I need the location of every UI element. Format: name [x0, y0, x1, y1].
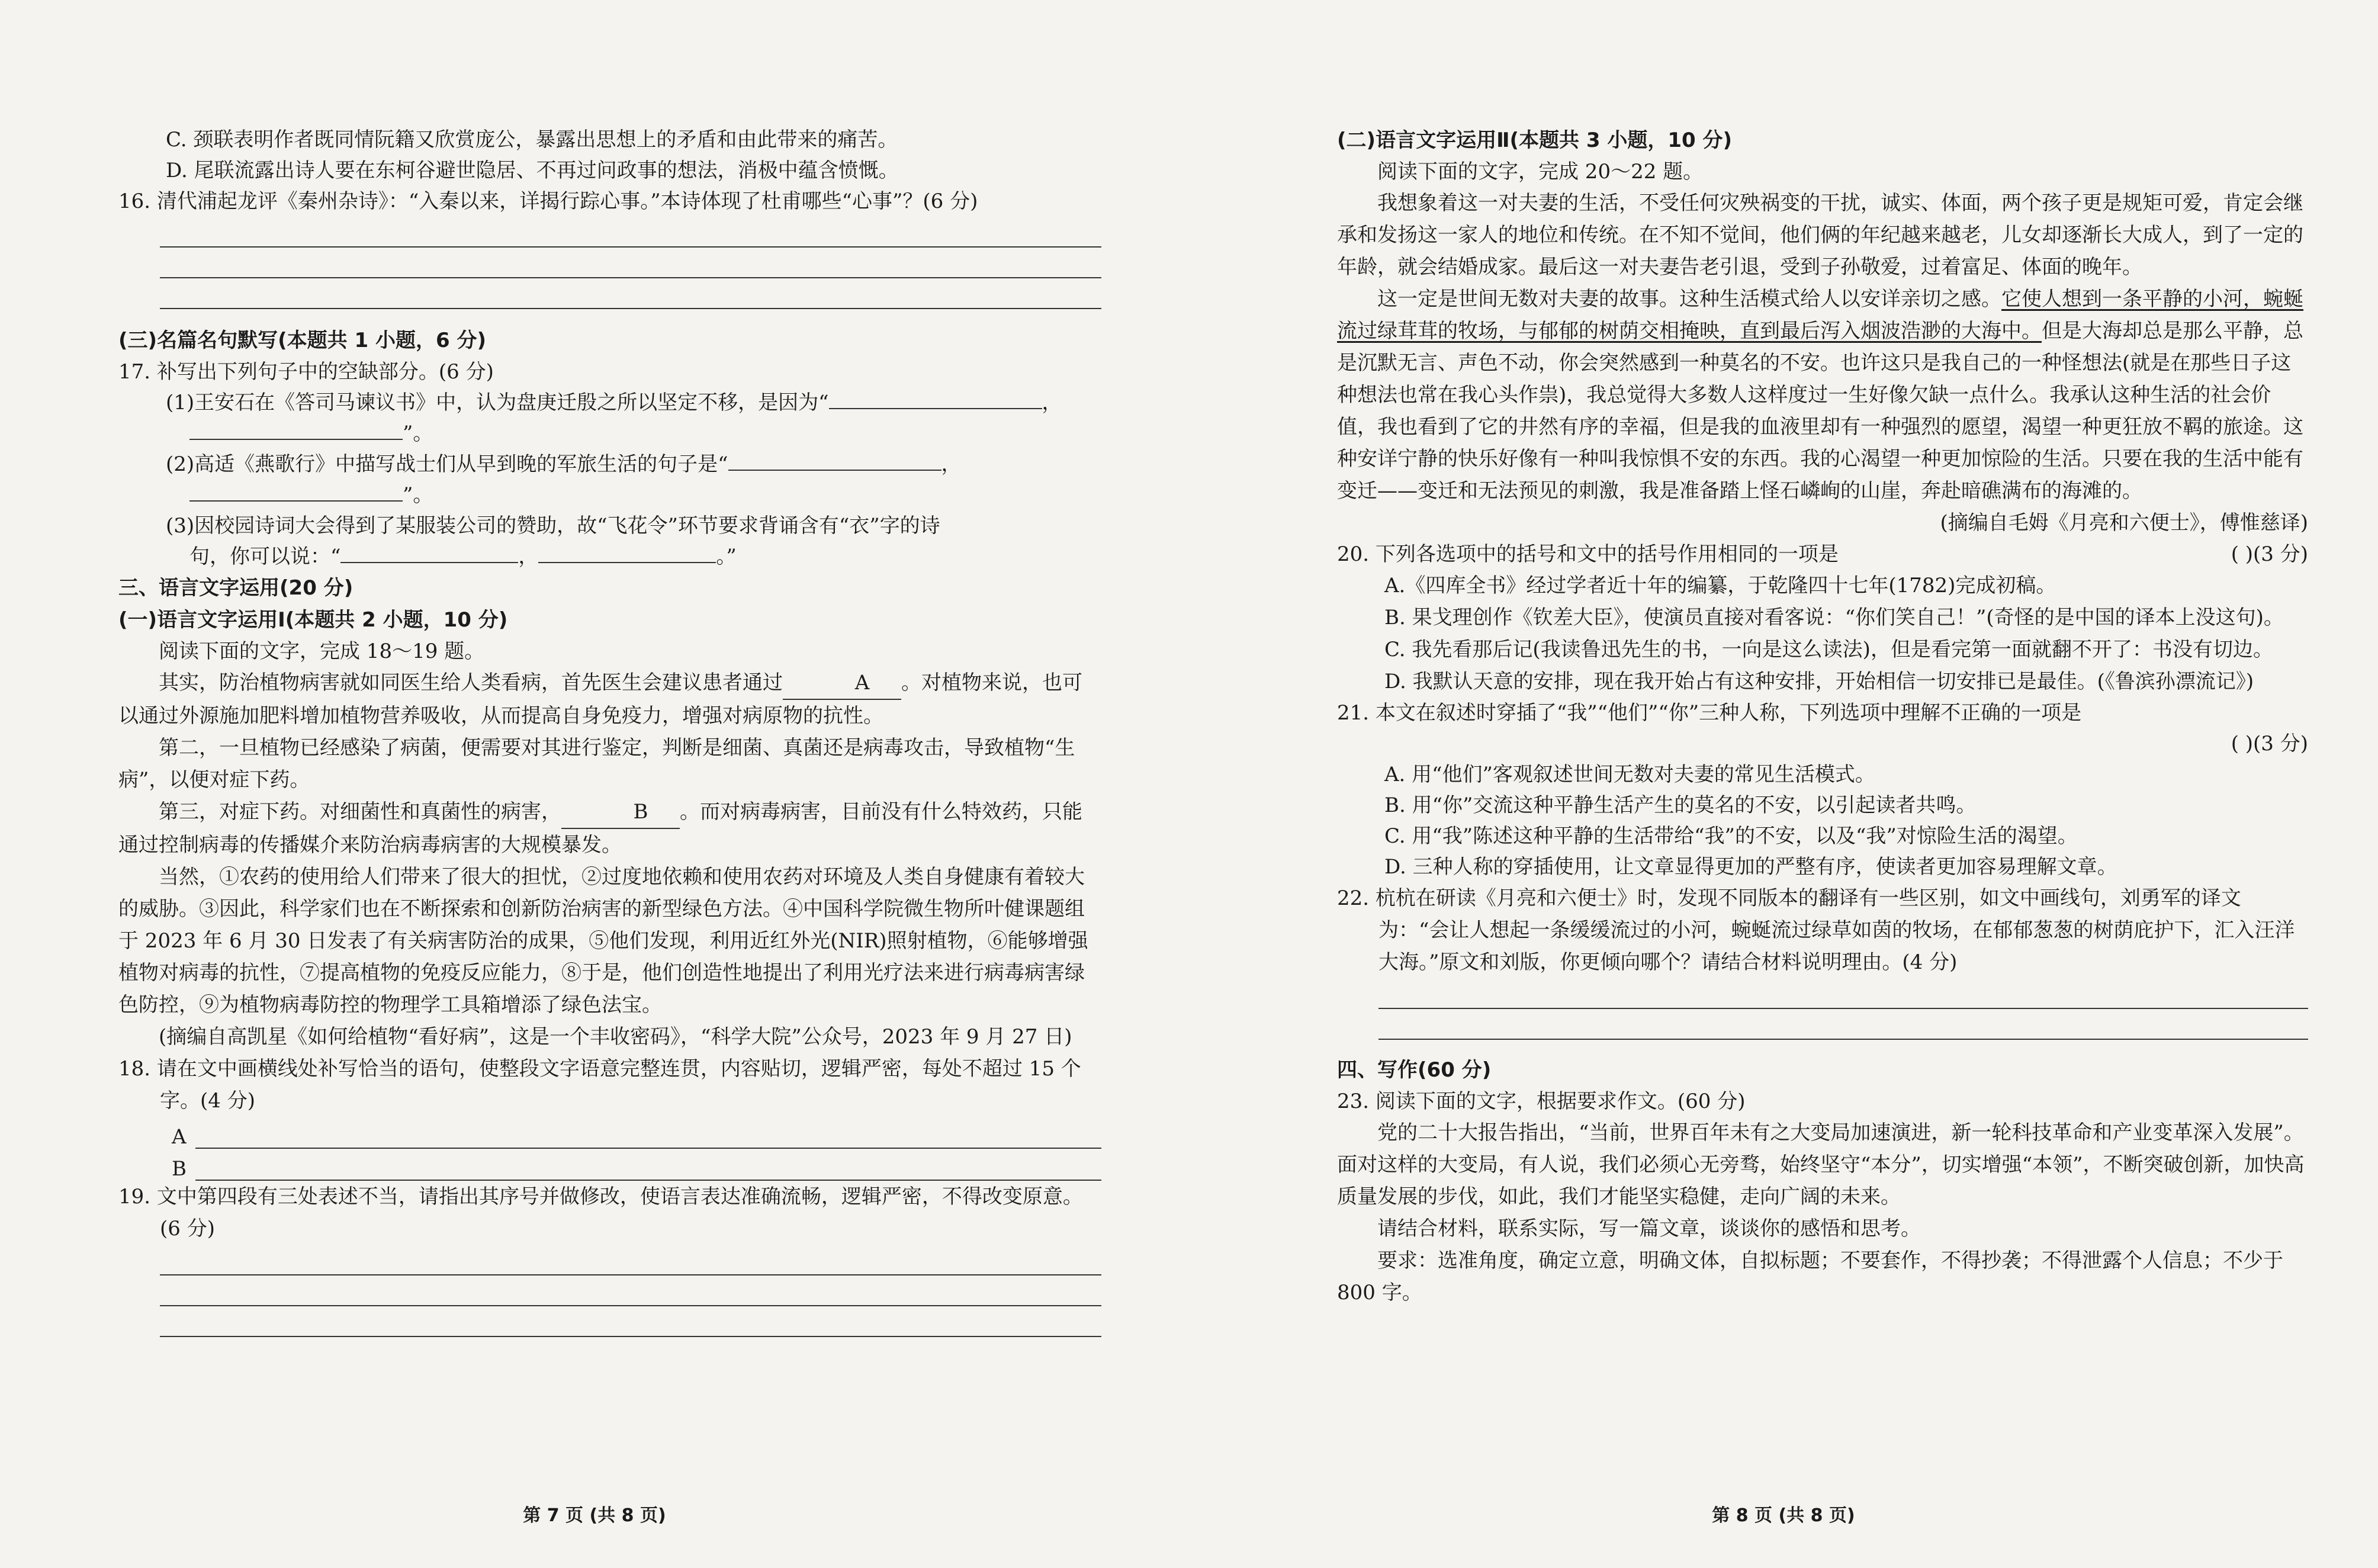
- answer-line[interactable]: [1378, 990, 2308, 1009]
- q20-option-d: D. 我默认天意的安排，现在我开始占有这种安排，开始相信一切安排已是最佳。(《鲁滨孙漂流记》): [1384, 670, 2254, 693]
- page-footer: 第 8 页 (共 8 页): [1712, 1505, 1855, 1526]
- part-3-title: 三、语言文字运用(20 分): [118, 576, 354, 600]
- q21-answer-row: [1337, 728, 2308, 759]
- q21-option-a: A. 用“他们”客观叙述世间无数对夫妻的常见生活模式。: [1384, 763, 1875, 786]
- blank-field[interactable]: [189, 483, 403, 502]
- question-21: 21. 本文在叙述时穿插了“我”“他们”“你”三种人称，下列选项中理解不正确的一项是: [1337, 701, 2082, 725]
- q17-1-comma: ，: [1042, 391, 1062, 415]
- passage-source: (摘编自高凯星《如何给植物“看好病”，这是一个丰收密码》，“科学大院”公众号，2023 年 9 月 27 日): [159, 1025, 1072, 1049]
- p3-text: 第三，对症下药。对细菌性和真菌性的病害，: [159, 800, 561, 824]
- question-23: 23. 阅读下面的文字，根据要求作文。(60 分): [1337, 1090, 1746, 1113]
- passage-paragraph-2: 第二，一旦植物已经感染了病菌，便需要对其进行鉴定，判断是细菌、真菌还是病毒攻击，导致植物“生病”，以便对症下药。: [118, 736, 1075, 792]
- writing-material: 党的二十大报告指出，“当前，世界百年未有之大变局加速演进，新一轮科技革命和产业变革深入发展”。面对这样的大变局，有人说，我们必须心无旁骛，始终坚守“本分”，切实增强“本领”，不断突破创新，加快高质量发展的步伐，如此，我们才能坚实稳健，走向广阔的未来。: [1337, 1121, 2305, 1209]
- r2-text-cont: 但是大海却总是那么平静，总是沉默无言、声色不动，你会突然感到一种莫名的不安。也许这只是我自己的一种怪想法(就是在那些日子这种想法也常在我心头作祟)，我总觉得大多数人这样度过一生好像欠缺一点什么。我承认这种生活的社会价值，我也看到了它的井然有序的幸福，但是我的血液里却有一种强烈的愿望，渴望一种更狂放不羁的旅途。这种安详宁静的快乐好像有一种叫我惊惧不安的东西。我的心渴望一种更加惊险的生活。只要在我的生活中能有变迁——变迁和无法预见的刺激，我是准备踏上怪石嶙峋的山崖，奔赴暗礁满布的海滩的。: [1337, 319, 2303, 503]
- subsection-2-title: (二)语言文字运用Ⅱ(本题共 3 小题，10 分): [1337, 128, 1733, 152]
- answer-line-b[interactable]: [172, 1149, 1101, 1181]
- q17-2-close: ”。: [403, 483, 433, 507]
- q17-3-lead: 句，你可以说：“: [189, 545, 341, 568]
- answer-line[interactable]: [160, 229, 1101, 248]
- underlined-sentence: 它使人想到一条平静的小河，蜿蜒流过绿茸茸的牧场，与郁郁的树荫交相掩映，直到最后泻入烟波浩渺的大海中。: [1337, 287, 2303, 343]
- blank-field[interactable]: [189, 421, 403, 440]
- label-a: A: [172, 1125, 187, 1149]
- question-16: 16. 清代浦起龙评《秦州杂诗》：“入秦以来，详揭行踪心事。”本诗体现了杜甫哪些“心事”？(6 分): [118, 189, 978, 213]
- reading-instruction: 阅读下面的文字，完成 18～19 题。: [159, 640, 485, 663]
- answer-line-a[interactable]: [172, 1117, 1101, 1149]
- blank-field[interactable]: [538, 544, 716, 563]
- blank-field[interactable]: [340, 544, 518, 563]
- question-17: 17. 补写出下列句子中的空缺部分。(6 分): [118, 360, 494, 384]
- q17-3-comma: ，: [518, 545, 539, 568]
- blank-a: A: [783, 667, 901, 700]
- q17-item-3: (3)因校园诗词大会得到了某服装公司的赞助，故“飞花令”环节要求背诵含有“衣”字的诗: [166, 514, 940, 538]
- q17-item-1-cont: [118, 418, 1101, 449]
- page-7-content: [118, 124, 1101, 1337]
- passage-paragraph-1: [118, 667, 1101, 732]
- q15-option-d: D. 尾联流露出诗人要在东柯谷避世隐居、不再过问政事的想法，消极中蕴含愤慨。: [166, 159, 899, 182]
- p3-text-cont: 。而对病毒病害，目前没有什么特效药，只能通过控制病毒的传播媒介来防治病毒病害的大规模暴发。: [118, 800, 1082, 857]
- q15-option-c: C. 颈联表明作者既同情阮籍又欣赏庞公，暴露出思想上的矛盾和由此带来的痛苦。: [166, 128, 898, 152]
- label-b: B: [172, 1157, 187, 1181]
- section-3-title: (三)名篇名句默写(本题共 1 小题，6 分): [118, 329, 486, 352]
- p1-text-cont: 。对植物来说，也可以通过外源施加肥料增加植物营养吸收，从而提高自身免疫力，增强对病原物的抗性。: [118, 671, 1082, 728]
- subsection-1-title: (一)语言文字运用Ⅰ(本题共 2 小题，10 分): [118, 608, 508, 632]
- answer-line[interactable]: [160, 259, 1101, 278]
- r2-text: 这一定是世间无数对夫妻的故事。这种生活模式给人以安详亲切之感。: [1377, 287, 2001, 311]
- q17-1-text: (1)王安石在《答司马谏议书》中，认为盘庚迁殷之所以坚定不移，是因为“: [166, 391, 829, 415]
- answer-line[interactable]: [160, 1287, 1101, 1306]
- q17-item-3-cont: [118, 541, 1101, 572]
- q21-option-c: C. 用“我”陈述这种平静的生活带给“我”的不安，以及“我”对惊险生活的渴望。: [1384, 824, 2078, 848]
- blank-field[interactable]: [728, 452, 941, 471]
- passage-paragraph-3: [118, 796, 1101, 861]
- question-19: 19. 文中第四段有三处表述不当，请指出其序号并做修改，使语言表达准确流畅，逻辑严密，不得改变原意。(6 分): [118, 1185, 1083, 1241]
- passage-source: (摘编自毛姆《月亮和六便士》，傅惟慈译): [1940, 511, 2308, 535]
- part-4-title: 四、写作(60 分): [1337, 1058, 1492, 1082]
- passage-paragraph-1: 我想象着这一对夫妻的生活，不受任何灾殃祸变的干扰，诚实、体面，两个孩子更是规矩可爱，肯定会继承和发扬这一家人的地位和传统。在不知不觉间，他们俩的年纪越来越老，儿女却逐渐长大成人，到了一定的年龄，就会结婚成家。最后这一对夫妻告老引退，受到子孙敬爱，过着富足、体面的晚年。: [1337, 191, 2303, 279]
- q20-option-c: C. 我先看那后记(我读鲁迅先生的书，一向是这么读法)，但是看完第一面就翻不开了：书没有切边。: [1384, 638, 2273, 661]
- page-8-content: [1337, 124, 2308, 1309]
- answer-line[interactable]: [160, 290, 1101, 309]
- q21-option-b: B. 用“你”交流这种平静生活产生的莫名的不安，以引起读者共鸣。: [1384, 793, 1977, 817]
- answer-line[interactable]: [1378, 1021, 2308, 1040]
- q17-3-close: 。”: [716, 545, 737, 568]
- q17-item-2: [118, 449, 1101, 480]
- q17-2-comma: ，: [941, 452, 962, 476]
- q20-text: 20. 下列各选项中的括号和文中的括号作用相同的一项是: [1337, 542, 1839, 566]
- reading-instruction: 阅读下面的文字，完成 20～22 题。: [1377, 160, 1704, 184]
- q17-2-text: (2)高适《燕歌行》中描写战士们从早到晚的军旅生活的句子是“: [166, 452, 728, 476]
- answer-line[interactable]: [160, 1318, 1101, 1337]
- question-18: 18. 请在文中画横线处补写恰当的语句，使整段文字语意完整连贯，内容贴切，逻辑严密，每处不超过 15 个字。(4 分): [118, 1057, 1081, 1113]
- q20-option-a: A.《四库全书》经过学者近十年的编纂，于乾隆四十七年(1782)完成初稿。: [1384, 574, 2056, 597]
- blank-field[interactable]: [829, 390, 1042, 409]
- writing-requirements: 要求：选准角度，确定立意，明确文体，自拟标题；不要套作，不得抄袭；不得泄露个人信息；不少于 800 字。: [1337, 1249, 2283, 1304]
- passage-paragraph-2: [1337, 283, 2308, 507]
- question-22: 22. 杭杭在研读《月亮和六便士》时，发现不同版本的翻译有一些区别，如文中画线句，刘勇军的译文为：“会让人想起一条缓缓流过的小河，蜿蜒流过绿草如茵的牧场，在郁郁葱葱的树荫庇护下，汇入汪洋大海。”原文和刘版，你更倾向哪个？请结合材料说明理由。(4 分): [1337, 886, 2295, 974]
- passage-paragraph-4: 当然，①农药的使用给人们带来了很大的担忧，②过度地依赖和使用农药对环境及人类自身健康有着较大的威胁。③因此，科学家们也在不断探索和创新防治病害的新型绿色方法。④中国科学院微生物所叶健课题组于 2023 年 6 月 30 日发表了有关病害防治的成果，⑤他们发现，利用近红外光(NIR)照射植物，⑥能够增强植物对病毒的抗性，⑦提高植物的免疫反应能力，⑧于是，他们创造性地提出了利用光疗法来进行病毒病害绿色防控，⑨为植物病毒防控的物理学工具箱增添了绿色法宝。: [118, 865, 1088, 1017]
- q21-answer-paren[interactable]: ( )(3 分): [2231, 732, 2308, 756]
- answer-line[interactable]: [160, 1257, 1101, 1275]
- page-footer: 第 7 页 (共 8 页): [523, 1505, 666, 1526]
- writing-instruction: 请结合材料，联系实际，写一篇文章，谈谈你的感悟和思考。: [1377, 1217, 1921, 1241]
- q20-answer-paren[interactable]: ( )(3 分): [2231, 542, 2308, 566]
- q17-item-2-cont: [118, 480, 1101, 510]
- q17-1-close: ”。: [403, 422, 433, 445]
- question-20: [1337, 539, 2308, 570]
- exam-page-8: [1189, 0, 2378, 1568]
- q17-item-1: [118, 387, 1101, 418]
- q21-option-d: D. 三种人称的穿插使用，让文章显得更加的严整有序，使读者更加容易理解文章。: [1384, 855, 2117, 879]
- q20-option-b: B. 果戈理创作《钦差大臣》，使演员直接对看客说：“你们笑自己！”(奇怪的是中国的译本上没这句)。: [1384, 606, 2284, 629]
- p1-text: 其实，防治植物病害就如同医生给人类看病，首先医生会建议患者通过: [159, 671, 783, 695]
- blank-b: B: [561, 796, 680, 829]
